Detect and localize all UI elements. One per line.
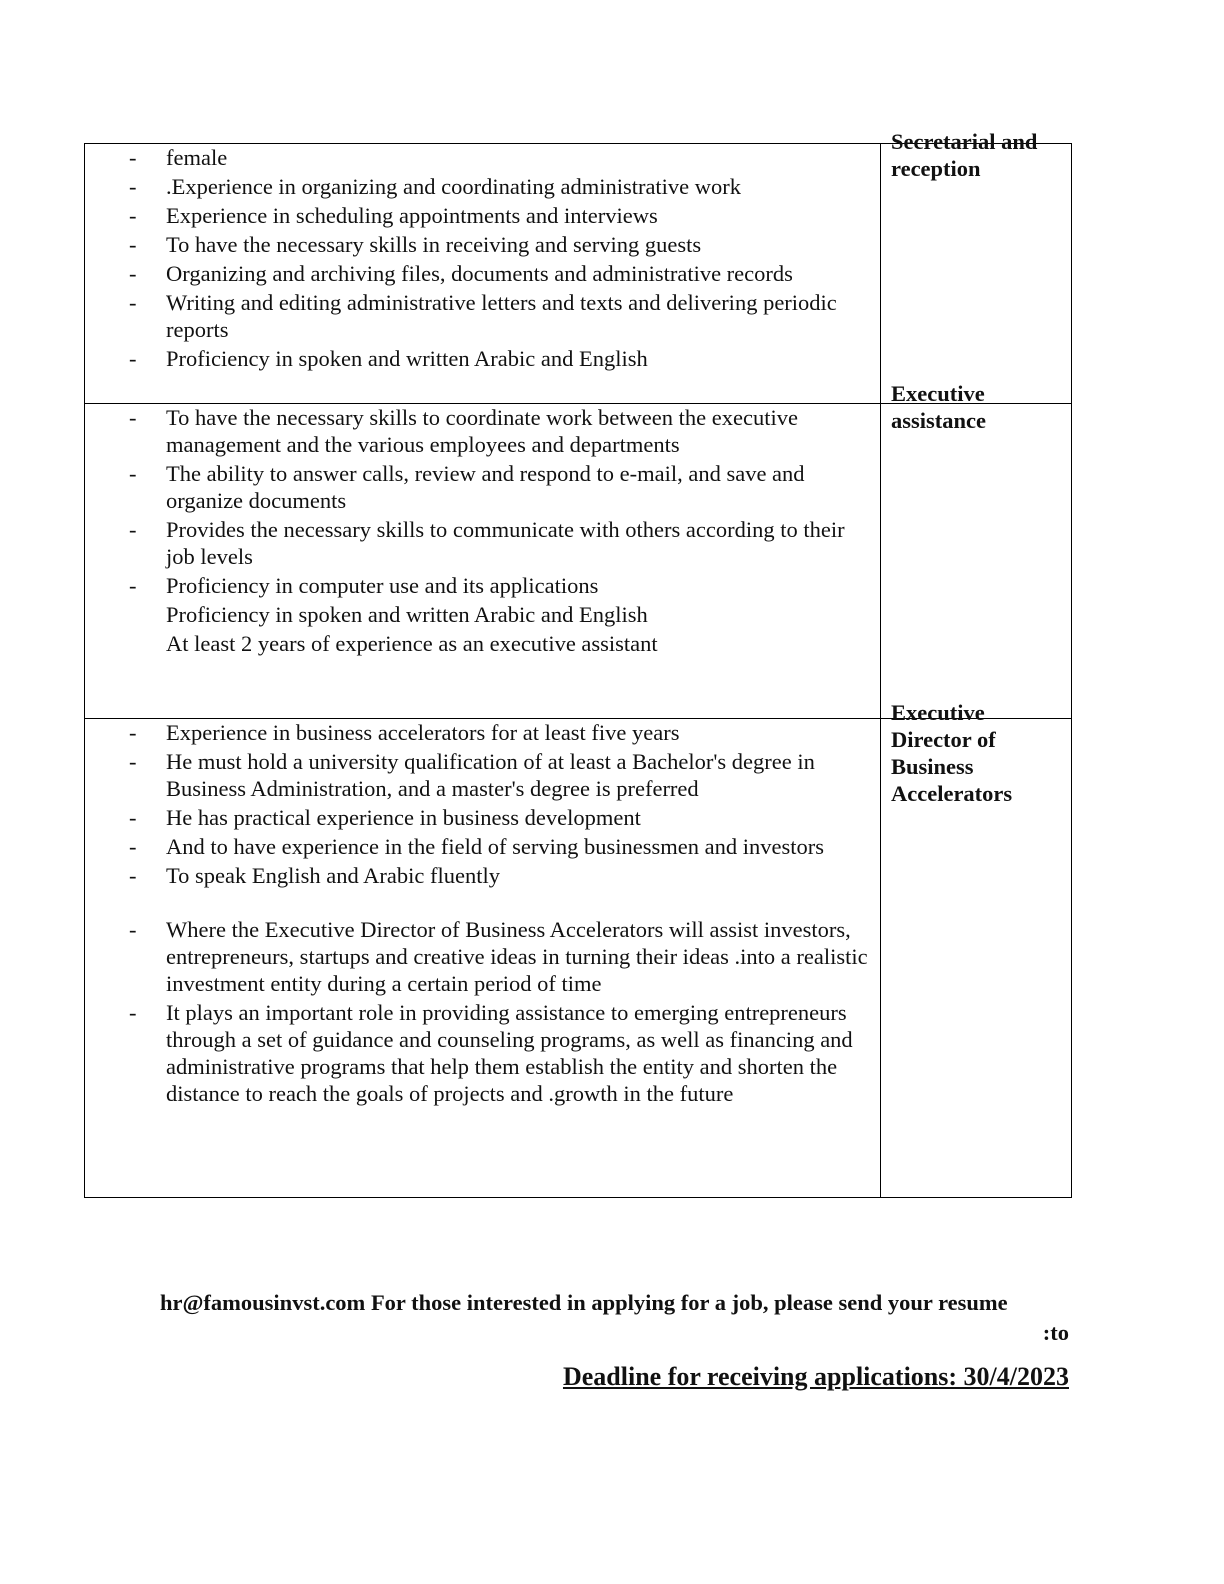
dash-bullet-icon: - — [129, 720, 137, 745]
dash-bullet-icon: - — [129, 145, 137, 170]
requirement-item: - .Experience in organizing and coordinating administrative work — [129, 174, 742, 199]
requirement-item: - To have the necessary skills to coordinate work between the executive management and the various employees and departments — [129, 405, 798, 457]
dash-bullet-icon: - — [129, 805, 137, 830]
requirement-item: - Writing and editing administrative letters and texts and delivering periodic reports — [129, 290, 837, 342]
apply-text: For those interested in applying for a job, please send your resume — [365, 1290, 1008, 1315]
requirements-cell — [85, 719, 881, 1198]
requirement-item: - Provides the necessary skills to communicate with others according to their job levels — [129, 517, 845, 569]
requirement-item: - To speak English and Arabic fluently — [129, 863, 500, 888]
dash-bullet-icon: - — [129, 174, 137, 199]
dash-bullet-icon: - — [129, 573, 137, 598]
requirement-item: - He must hold a university qualification of at least a Bachelor's degree in Business Administration, and a master's degree is preferred — [129, 749, 815, 801]
hr-email-link[interactable]: hr@famousinvst.com — [160, 1290, 366, 1315]
requirement-item: - Organizing and archiving files, documents and administrative records — [129, 261, 793, 286]
requirement-item: - Experience in business accelerators for at least five years — [129, 720, 680, 745]
dash-bullet-icon: - — [129, 834, 137, 859]
requirement-item: - The ability to answer calls, review and respond to e-mail, and save and organize documents — [129, 461, 805, 513]
apply-suffix: :to — [1042, 1320, 1069, 1345]
job-title-cell — [881, 381, 1072, 719]
dash-bullet-icon: - — [129, 863, 137, 888]
dash-bullet-icon: - — [129, 1000, 137, 1025]
jobs-table — [84, 129, 1072, 1198]
dash-bullet-icon: - — [129, 517, 137, 542]
job-title-cell — [881, 700, 1072, 1198]
job-title: Executive assistance — [891, 381, 986, 433]
requirement-item: - Experience in scheduling appointments and interviews — [129, 203, 658, 228]
requirements-cell — [85, 144, 881, 404]
dash-bullet-icon: - — [129, 232, 137, 257]
requirement-item: - It plays an important role in providing assistance to emerging entrepreneurs through a set of guidance and counseling programs, as well as financing and administrative programs that help them establish the entity and shorten the distance to reach the goals of projects and .growth in the future — [129, 1000, 853, 1106]
dash-bullet-icon: - — [129, 749, 137, 774]
job-title: Secretarial and reception — [891, 129, 1038, 181]
dash-bullet-icon: - — [129, 203, 137, 228]
dash-bullet-icon: - — [129, 461, 137, 486]
job-row — [85, 144, 1072, 404]
dash-bullet-icon: - — [129, 290, 137, 315]
deadline-notice: Deadline for receiving applications: 30/4/2023 — [562, 1362, 1069, 1391]
dash-bullet-icon: - — [129, 261, 137, 286]
requirement-item: - Where the Executive Director of Business Accelerators will assist investors, entrepreneurs, startups and creative ideas in turning their ideas .into a realistic investment entity during a certain period of time — [129, 917, 868, 996]
requirement-item: At least 2 years of experience as an executive assistant — [166, 631, 658, 656]
requirement-item: Proficiency in spoken and written Arabic and English — [166, 602, 648, 627]
dash-bullet-icon: - — [129, 405, 137, 430]
job-row — [85, 404, 1072, 719]
job-row — [85, 719, 1072, 1198]
requirements-list — [85, 404, 880, 657]
job-title-cell — [881, 129, 1072, 404]
dash-bullet-icon: - — [129, 346, 137, 371]
job-title: Executive Director of Business Accelerators — [891, 700, 1013, 806]
requirement-item: - He has practical experience in business development — [129, 805, 641, 830]
requirement-item: - And to have experience in the field of serving businessmen and investors — [129, 834, 824, 859]
apply-instructions — [160, 1290, 1008, 1316]
dash-bullet-icon: - — [129, 917, 137, 942]
requirement-item: - female — [129, 145, 228, 170]
requirements-list — [85, 144, 880, 372]
requirement-item: - Proficiency in computer use and its applications — [129, 573, 599, 598]
requirement-item: - To have the necessary skills in receiving and serving guests — [129, 232, 702, 257]
requirements-list — [85, 719, 880, 1107]
requirements-cell — [85, 404, 881, 719]
requirement-item: - Proficiency in spoken and written Arabic and English — [129, 346, 648, 371]
